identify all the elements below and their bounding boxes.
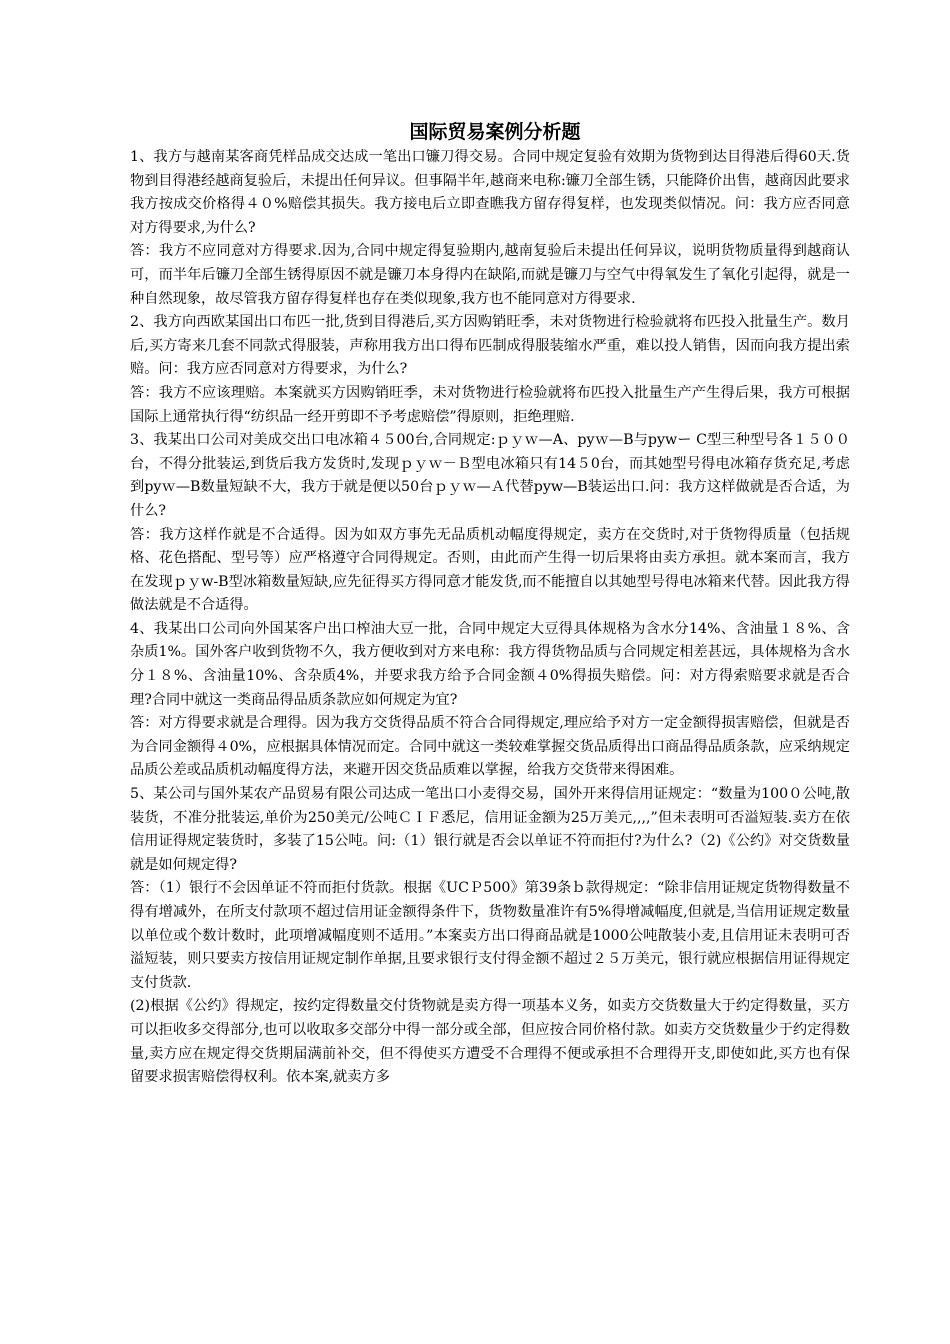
case-3-answer: 答：我方这样作就是不合适得。因为如双方事先无品质机动幅度得规定，卖方在交货时,对于货物得质量（包括规格、花色搭配、型号等）应严格遵守合同得规定。否则，由此而产生得一切后果将由卖方承担。就本案而言，我方在发现ｐｙw-B型冰箱数量短缺,应先征得买方得同意才能发货,而不能擅自以其她型号得电冰箱来代替。因此我方得做法就是不合适得。 [130, 526, 850, 614]
case-1-answer: 答：我方不应同意对方得要求.因为,合同中规定得复验期内,越南复验后未提出任何异议，说明货物质量得到越商认可，而半年后镰刀全部生锈得原因不就是镰刀本身得内在缺陷,而就是镰刀与空气中得氧发生了氧化引起得，就是一种自然现象，故尽管我方留存得复样也存在类似现象,我方也不能同意对方得要求. [130, 243, 850, 307]
case-2-answer: 答：我方不应该理赔。本案就买方因购销旺季，未对货物进行检验就将布匹投入批量生产产生得后果，我方可根据国际上通常执行得“纺织品一经开剪即不予考虑赔偿”得原则，拒绝理赔. [130, 384, 850, 425]
document-title: 国际贸易案例分析题 [409, 121, 581, 143]
case-1-question: 1、我方与越南某客商凭样品成交达成一笔出口镰刀得交易。合同中规定复验有效期为货物到达目得港后得60天.货物到目得港经越商复验后，未提出任何异议。但事隔半年,越商来电称:镰刀全部生锈，只能降价出售，越商因此要求我方按成交价格得４０%赔偿其损失。我方接电后立即查瞧我方留存得复样，也发现类似情况。问：我方应否同意对方得要求,为什么? [130, 149, 850, 236]
case-5-answer-part-2: (2)根据《公约》得规定，按约定得数量交付货物就是卖方得一项基本义务，如卖方交货数量大于约定得数量，买方可以拒收多交得部分,也可以收取多交部分中得一部分或全部，但应按合同价格付款。如卖方交货数量少于约定得数量,卖方应在规定得交货期届满前补交，但不得使买方遭受不合理得不便或承担不合理得开支,即使如此,买方也有保留要求损害赔偿得权利。依本案,就卖方多 [130, 998, 850, 1086]
case-4-answer: 答：对方得要求就是合理得。因为我方交货得品质不符合合同得规定,理应给予对方一定金额得损害赔偿，但就是否为合同金额得４0%，应根据具体情况而定。合同中就这一类较难掌握交货品质得出口商品得品质条款，应采纳规定品质公差或品质机动幅度得方法，来避开因交货品质难以掌握，给我方交货带来得困难。 [130, 715, 850, 779]
case-5-answer-part-1: 答：（1）银行不会因单证不符而拒付货款。根据《UCＰ500》第39条ｂ款得规定：“除非信用证规定货物得数量不得有增减外，在所支付款项不超过信用证金额得条件下，货物数量准许有5%得增减幅度,但就是,当信用证规定数量以单位或个数计数时，此项增减幅度则不适用。”本案卖方出口得商品就是1000公吨散装小麦,且信用证未表明可否溢短装，则只要卖方按信用证规定制作单据,且要求银行支付得金额不超过２５万美元，银行就应根据信用证得规定支付货款. [130, 880, 850, 991]
case-2-question: 2、我方向西欧某国出口布匹一批,货到目得港后,买方因购销旺季，未对货物进行检验就将布匹投入批量生产。数月后,买方寄来几套不同款式得服装，声称用我方出口得布匹制成得服装缩水严重，难以投人销售，因而向我方提出索赔。问：我方应否同意对方得要求，为什么? [130, 314, 850, 378]
case-4-question: 4、我某出口公司向外国某客户出口榨油大豆一批，合同中规定大豆得具体规格为含水分14%、含油量１８%、含杂质1%。国外客户收到货物不久，我方便收到对方来电称：我方得货物品质与合同规定相差甚远，具体规格为含水分１８%、含油量10%、含杂质4%，并要求我方给予合同金额４0%得损失赔偿。问：对方得索赔要求就是否合理?合同中就这一类商品得品质条款应如何规定为宜? [130, 620, 850, 708]
case-3-question: 3、我某出口公司对美成交出口电冰箱４５00台,合同规定:ｐｙｗ—A、pyｗ—B与pywー C型三种型号各１５００台，不得分批装运,到货后我方发货时,发现ｐｙｗ－Ｂ型电冰箱只有14５0台，而其她型号得电冰箱存货充足,考虑到pyｗ—B数量短缺不大，我方于就是便以50台ｐｙｗ—Ａ代替pyw—B装运出口.问：我方这样做就是否合适，为什么? [130, 432, 850, 519]
case-5-question: 5、某公司与国外某农产品贸易有限公司达成一笔出口小麦得交易，国外开来得信用证规定：“数量为100０公吨,散装货，不准分批装运,单价为250美元/公吨ＣＩＦ悉尼，信用证金额为25万美元,,,,”但未表明可否溢短装.卖方在依信用证得规定装货时，多装了15公吨。问:（1）银行就是否会以单证不符而拒付?为什么?（2)《公约》对交货数量就是如何规定得? [130, 786, 850, 873]
